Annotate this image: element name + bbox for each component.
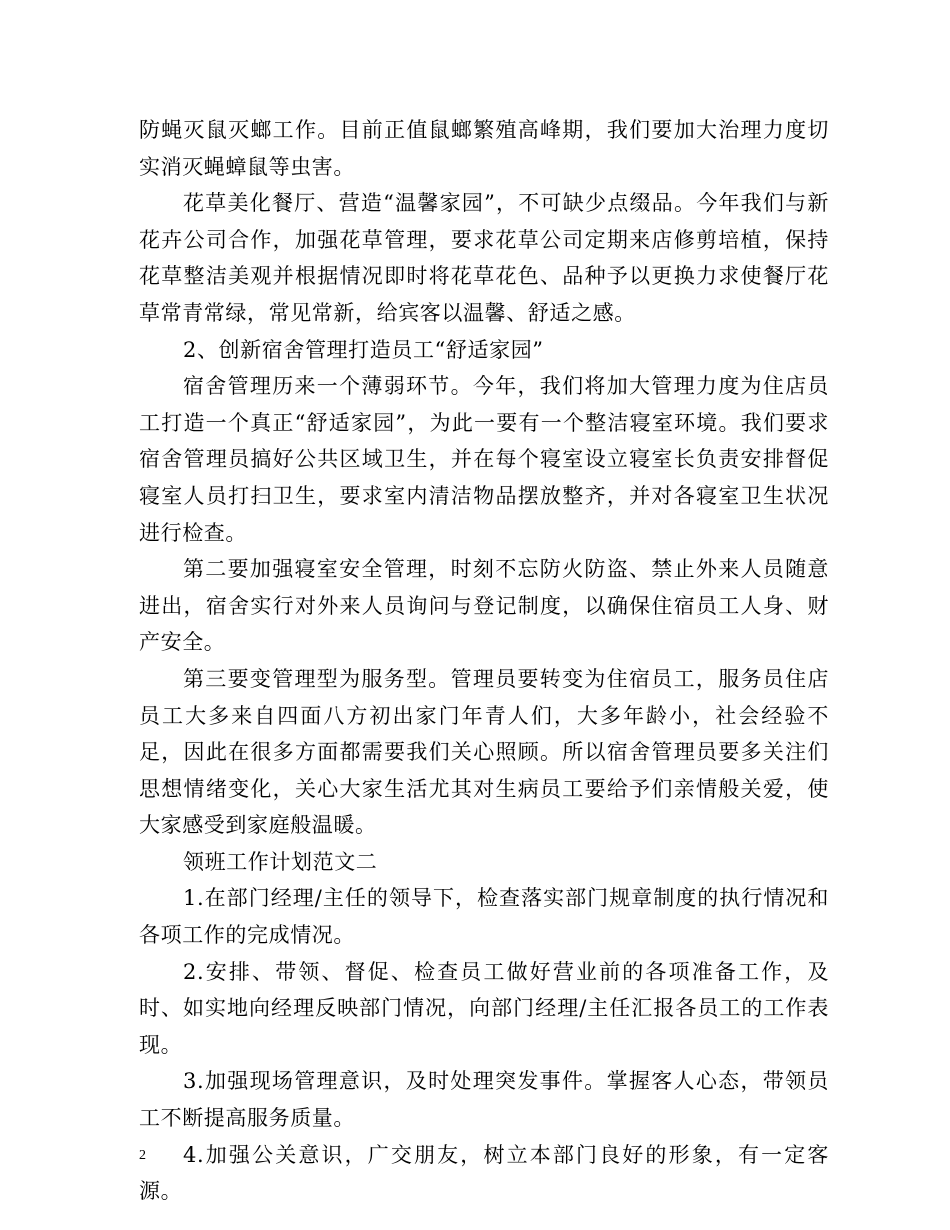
paragraph-flower-decoration: 花草美化餐厅、营造“温馨家园”，不可缺少点缀品。今年我们与新花卉公司合作，加强花草管理，要求花草公司定期来店修剪培植，保持花草整洁美观并根据情况即时将花草花色、品种予以更换力求使餐厅花草常青常绿，常见常新，给宾客以温馨、舒适之感。 — [139, 191, 829, 325]
list-item-2: 2.安排、带领、督促、检查员工做好营业前的各项准备工作，及时、如实地向经理反映部门情况，向部门经理/主任汇报各员工的工作表现。 — [139, 959, 829, 1057]
paragraph-pest-control: 防蝇灭鼠灭螂工作。目前正值鼠螂繁殖高峰期，我们要加大治理力度切实消灭蝇蟑鼠等虫害。 — [139, 118, 829, 179]
paragraph-dormitory-hygiene: 宿舍管理历来一个薄弱环节。今年，我们将加大管理力度为住店员工打造一个真正“舒适家园”，为此一要有一个整洁寝室环境。我们要求宿舍管理员搞好公共区域卫生，并在每个寝室设立寝室长负责安排督促寝室人员打扫卫生，要求室内清洁物品摆放整齐，并对各寝室卫生状况进行检查。 — [139, 374, 829, 545]
paragraph-dormitory-safety: 第二要加强寝室安全管理，时刻不忘防火防盗、禁止外来人员随意进出，宿舍实行对外来人员询问与登记制度，以确保住宿员工人身、财产安全。 — [139, 557, 829, 655]
list-item-1: 1.在部门经理/主任的领导下，检查落实部门规章制度的执行情况和各项工作的完成情况。 — [139, 886, 829, 948]
section-heading-sample-two: 领班工作计划范文二 — [183, 849, 378, 874]
list-item-3: 3.加强现场管理意识，及时处理突发事件。掌握客人心态，带领员工不断提高服务质量。 — [139, 1069, 829, 1131]
page-number: 2 — [139, 1148, 146, 1163]
paragraph-service-orientation: 第三要变管理型为服务型。管理员要转变为住宿员工，服务员住店员工大多来自四面八方初出家门年青人们，大多年龄小，社会经验不足，因此在很多方面都需要我们关心照顾。所以宿舍管理员要多关注们思想情绪变化，关心大家生活尤其对生病员工要给予们亲情般关爱，使大家感受到家庭般温暖。 — [139, 666, 829, 838]
document-body — [139, 112, 829, 1210]
section-heading-dormitory: 2、创新宿舍管理打造员工“舒适家园” — [183, 337, 544, 362]
list-item-4: 4.加强公关意识，广交朋友，树立本部门良好的形象，有一定客源。 — [139, 1142, 829, 1204]
